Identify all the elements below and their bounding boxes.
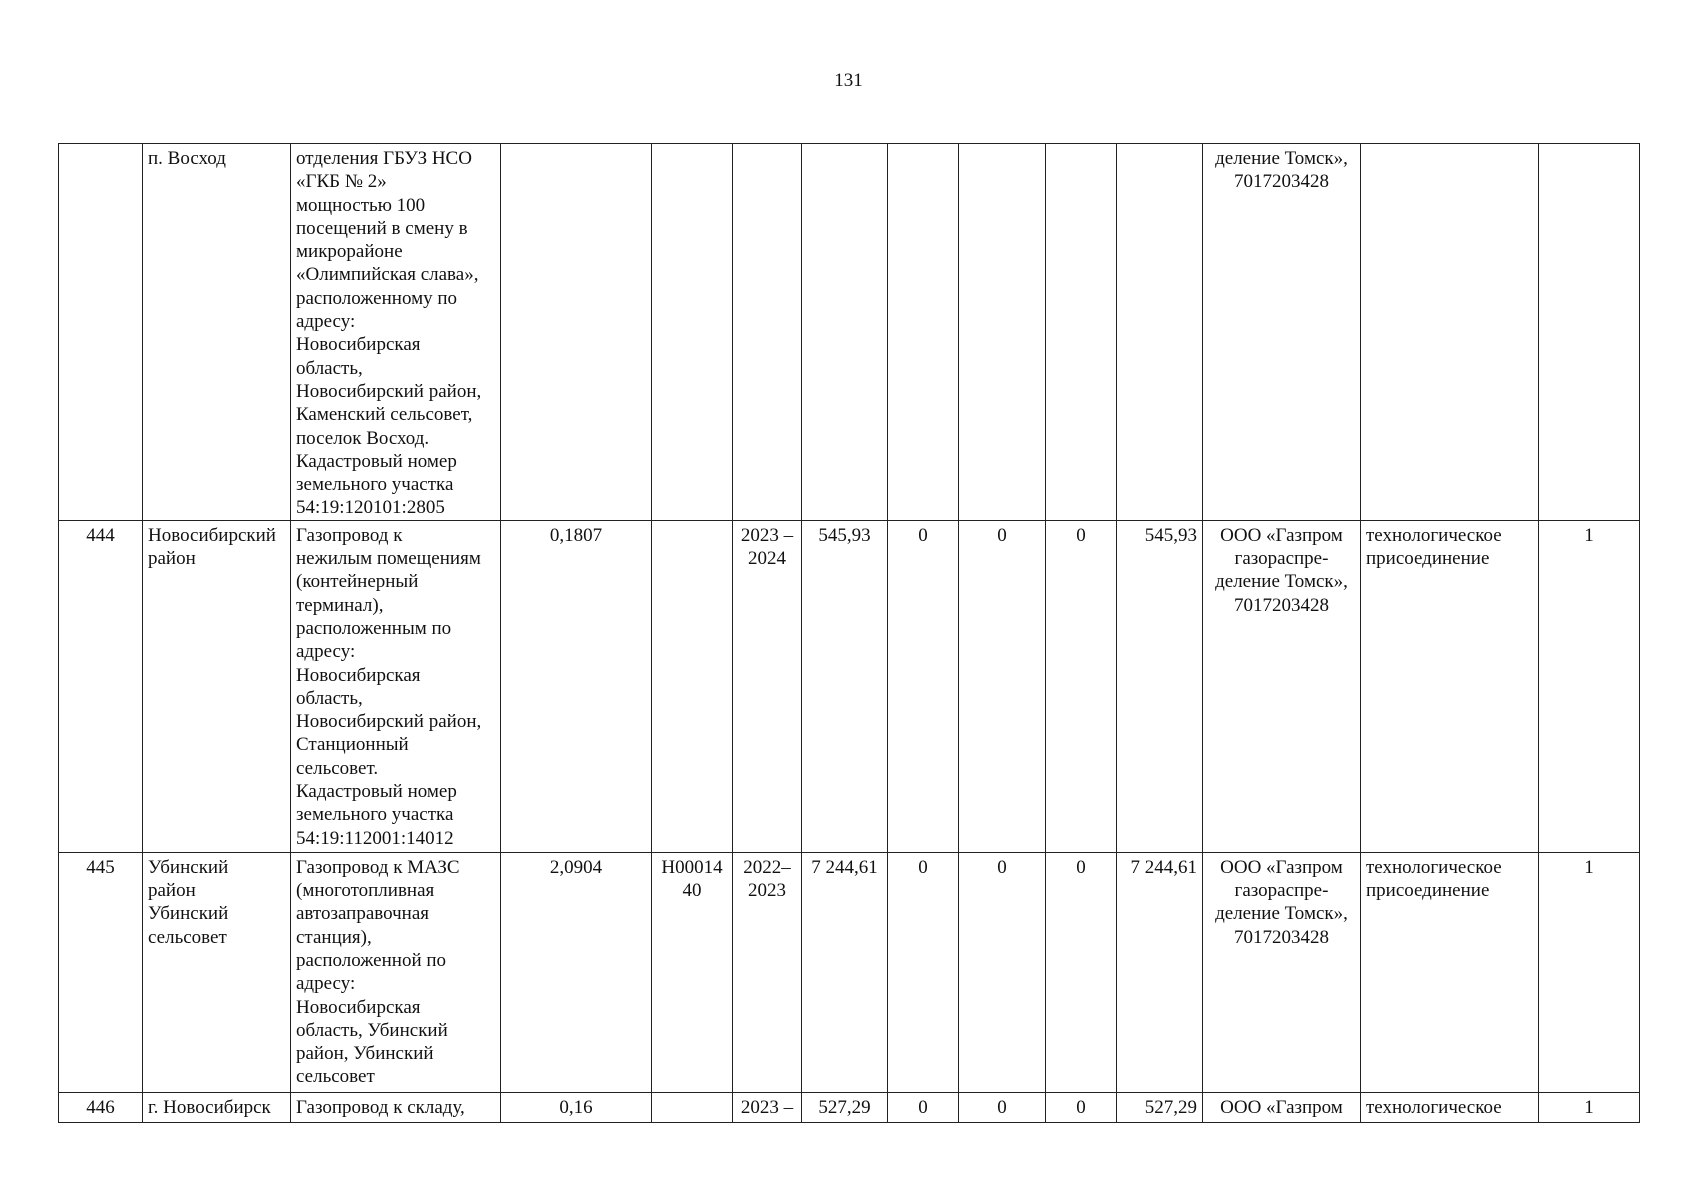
cell-organization: деление Томск», 7017203428 xyxy=(1203,144,1361,521)
cell-connection-type: технологическое присоединение xyxy=(1361,852,1539,1092)
cell-code xyxy=(652,144,733,521)
cell-number xyxy=(59,144,143,521)
table-row xyxy=(59,144,1640,521)
cell-length: 0,16 xyxy=(501,1092,652,1122)
cell-value-1: 0 xyxy=(888,1092,959,1122)
cell-value-4: 527,29 xyxy=(1117,1092,1203,1122)
cell-value-4: 545,93 xyxy=(1117,520,1203,852)
cell-years: 2023 – 2024 xyxy=(733,520,802,852)
cell-value-2 xyxy=(959,144,1046,521)
cell-code: Н00014 40 xyxy=(652,852,733,1092)
cell-value-1: 0 xyxy=(888,520,959,852)
cell-organization: ООО «Газпром xyxy=(1203,1092,1361,1122)
cell-organization: ООО «Газпром газораспре- деление Томск», 7017203428 xyxy=(1203,852,1361,1092)
cell-connection-type: технологическое xyxy=(1361,1092,1539,1122)
table-row xyxy=(59,852,1640,1092)
cell-area: г. Новосибирск xyxy=(143,1092,291,1122)
cell-area: Новосибирский район xyxy=(143,520,291,852)
cell-value-2: 0 xyxy=(959,852,1046,1092)
cell-count: 1 xyxy=(1539,1092,1640,1122)
table-row xyxy=(59,520,1640,852)
cell-area: Убинский район Убинский сельсовет xyxy=(143,852,291,1092)
cell-years xyxy=(733,144,802,521)
cell-count: 1 xyxy=(1539,520,1640,852)
cell-value-3: 0 xyxy=(1046,852,1117,1092)
cell-value-4 xyxy=(1117,144,1203,521)
cell-years: 2022– 2023 xyxy=(733,852,802,1092)
table-row xyxy=(59,1092,1640,1122)
cell-object: отделения ГБУЗ НСО «ГКБ № 2» мощностью 100 посещений в смену в микрорайоне «Олимпийская слава», расположенному по адресу: Новосибирская область, Новосибирский район, Каменский сельсовет, поселок Восход. Кадастровый номер земельного участка 54:19:120101:2805 xyxy=(291,144,501,521)
cell-value-3 xyxy=(1046,144,1117,521)
cell-count xyxy=(1539,144,1640,521)
cell-total-cost: 7 244,61 xyxy=(802,852,888,1092)
cell-number: 446 xyxy=(59,1092,143,1122)
cell-value-3: 0 xyxy=(1046,1092,1117,1122)
cell-total-cost xyxy=(802,144,888,521)
cell-area: п. Восход xyxy=(143,144,291,521)
cell-object: Газопровод к МАЗС (многотопливная автозаправочная станция), расположенной по адресу: Новосибирская область, Убинский район, Убинский сельсовет xyxy=(291,852,501,1092)
cell-total-cost: 545,93 xyxy=(802,520,888,852)
cell-value-1 xyxy=(888,144,959,521)
cell-number: 445 xyxy=(59,852,143,1092)
cell-connection-type xyxy=(1361,144,1539,521)
cell-value-2: 0 xyxy=(959,520,1046,852)
cell-total-cost: 527,29 xyxy=(802,1092,888,1122)
cell-years: 2023 – xyxy=(733,1092,802,1122)
cell-object: Газопровод к складу, xyxy=(291,1092,501,1122)
cell-organization: ООО «Газпром газораспре- деление Томск», 7017203428 xyxy=(1203,520,1361,852)
cell-value-4: 7 244,61 xyxy=(1117,852,1203,1092)
cell-value-2: 0 xyxy=(959,1092,1046,1122)
cell-count: 1 xyxy=(1539,852,1640,1092)
cell-code xyxy=(652,520,733,852)
gas-pipeline-table xyxy=(58,143,1640,1123)
cell-value-1: 0 xyxy=(888,852,959,1092)
cell-object: Газопровод к нежилым помещениям (контейнерный терминал), расположенным по адресу: Новосибирская область, Новосибирский район, Станционный сельсовет. Кадастровый номер земельного участка 54:19:112001:14012 xyxy=(291,520,501,852)
page-number: 131 xyxy=(834,70,863,91)
cell-number: 444 xyxy=(59,520,143,852)
cell-length: 2,0904 xyxy=(501,852,652,1092)
cell-value-3: 0 xyxy=(1046,520,1117,852)
cell-code xyxy=(652,1092,733,1122)
cell-length: 0,1807 xyxy=(501,520,652,852)
cell-connection-type: технологическое присоединение xyxy=(1361,520,1539,852)
cell-length xyxy=(501,144,652,521)
